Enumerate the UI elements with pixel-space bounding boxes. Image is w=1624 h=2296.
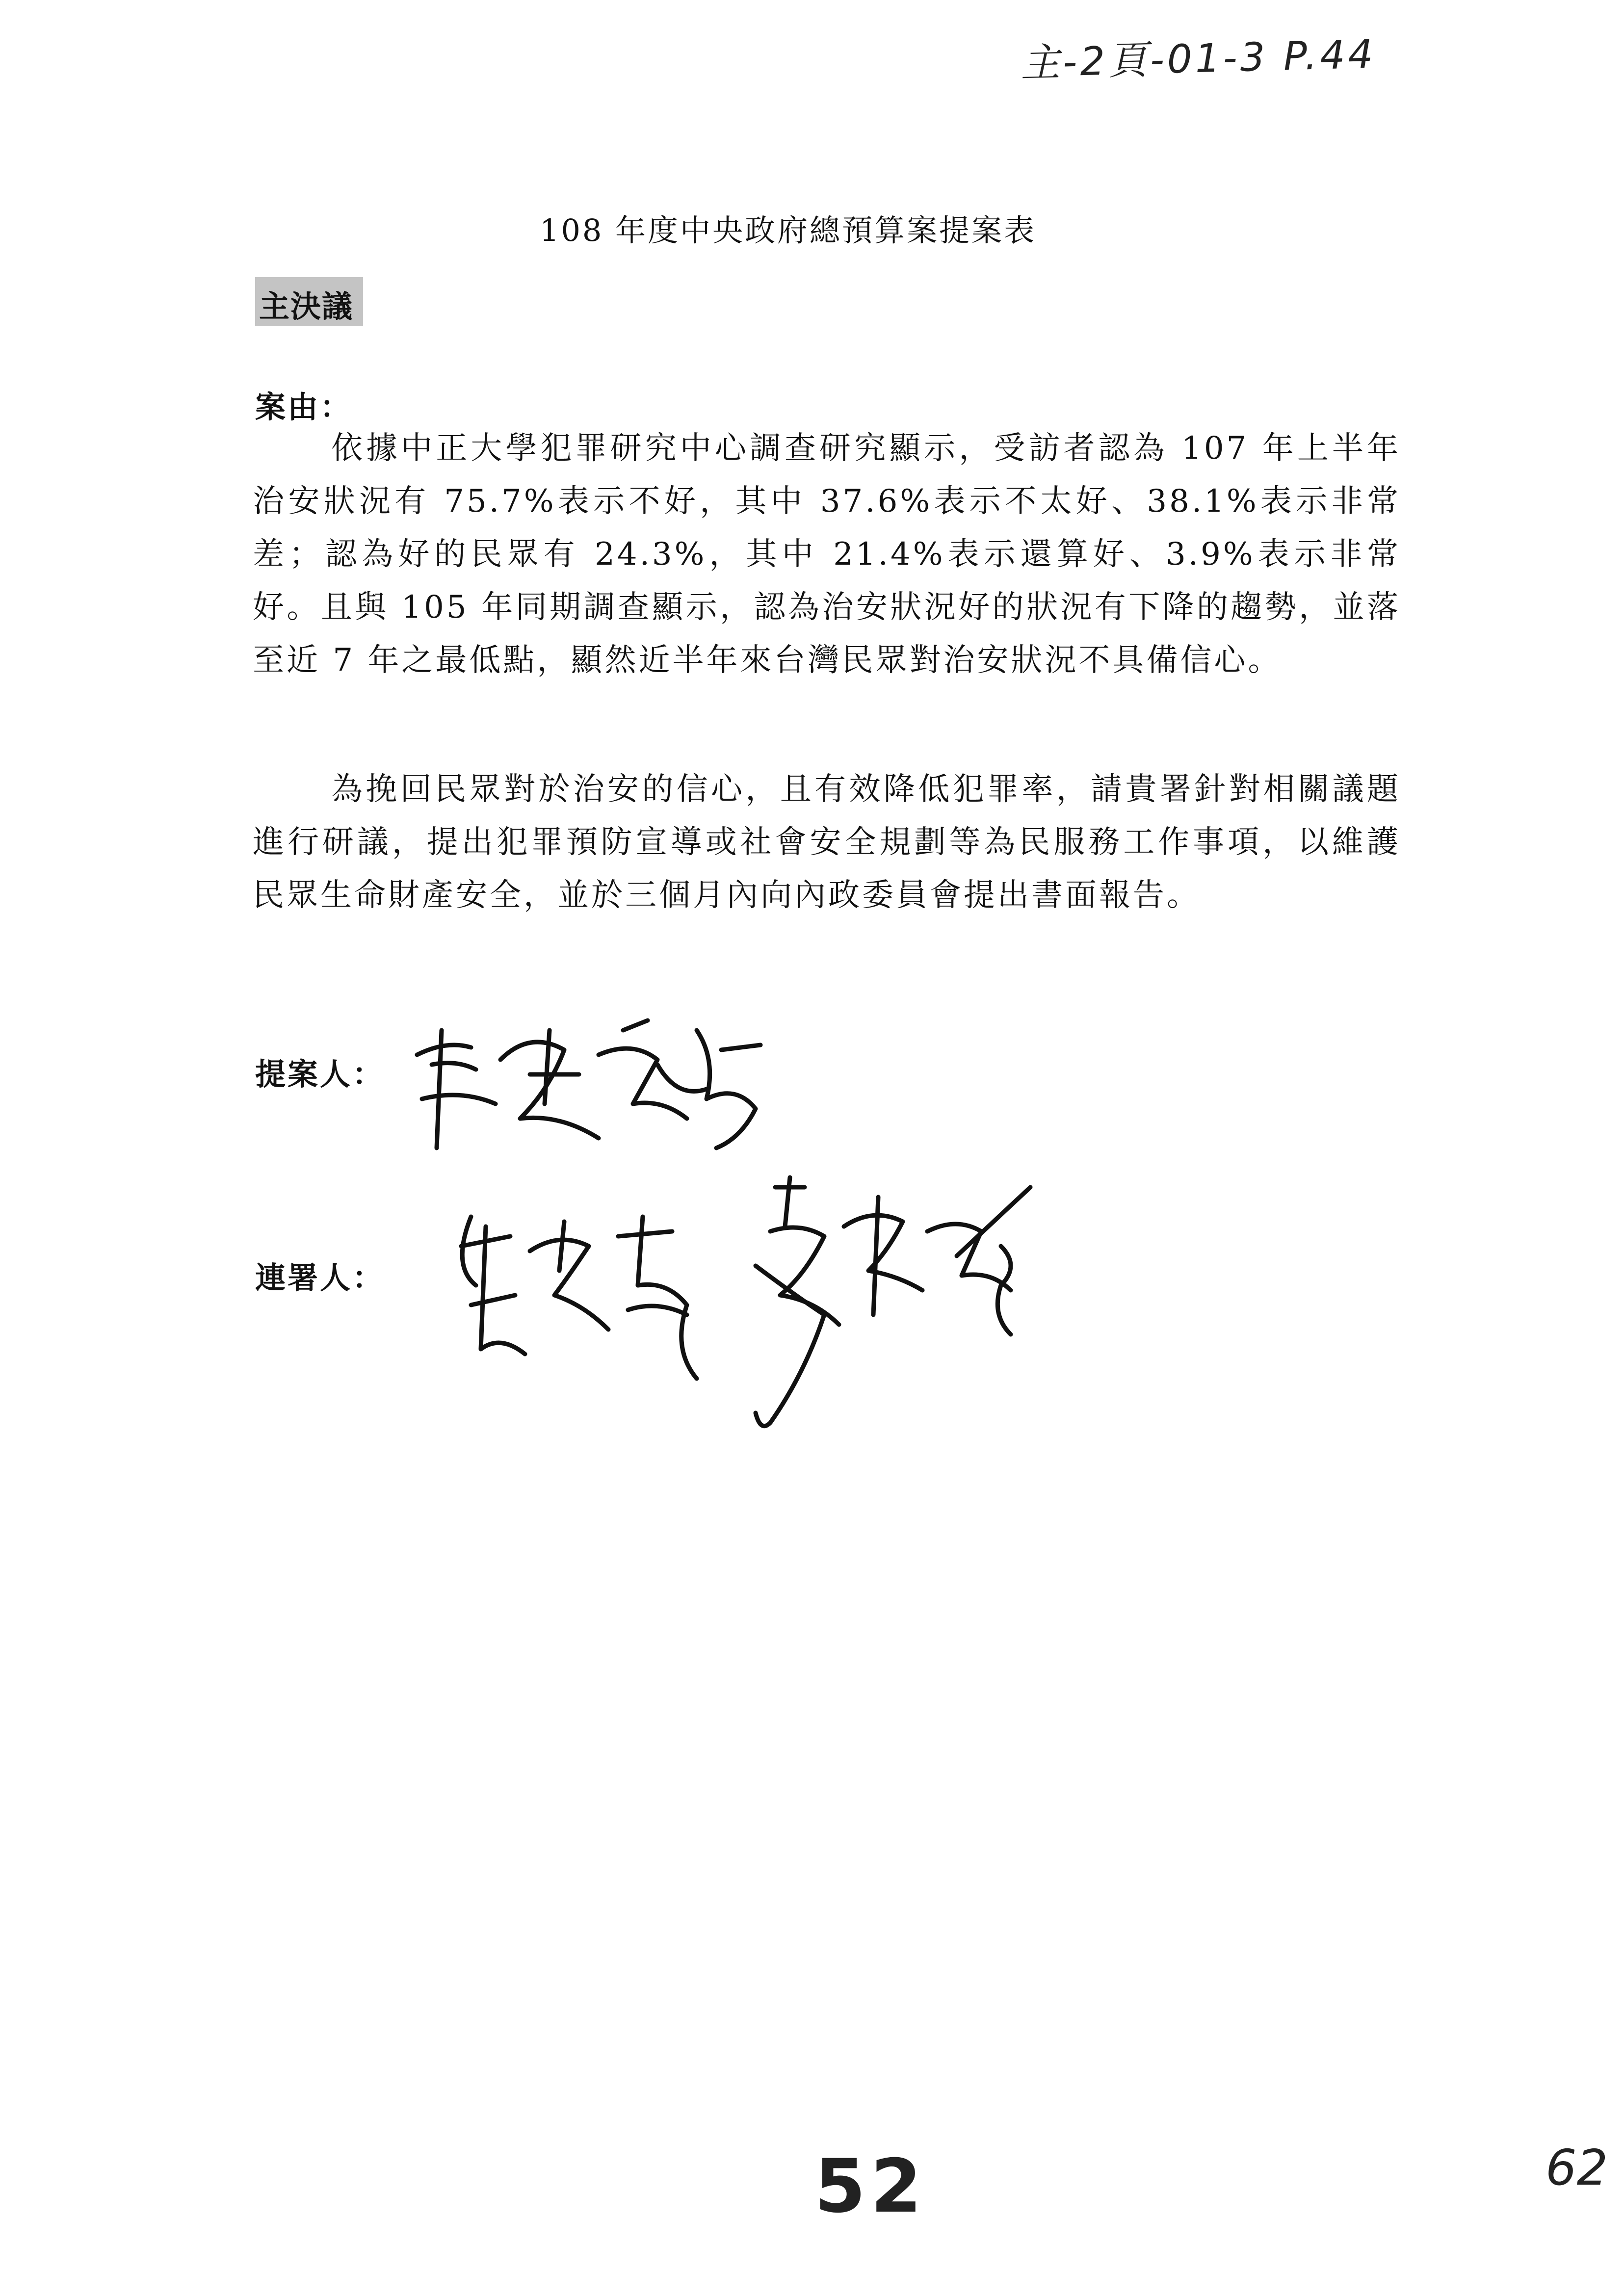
section-tag-label: 主決議: [259, 288, 354, 324]
proposer-label: 提案人：: [255, 1056, 385, 1092]
document-title: 108 年度中央政府總預算案提案表: [540, 212, 1037, 248]
reason-paragraph-1: 依據中正大學犯罪研究中心調查研究顯示，受訪者認為 107 年上半年治安狀況有 75.7%表示不好，其中 37.6%表示不太好、38.1%表示非常差；認為好的民眾有 24.3%，其中 21.4%表示還算好、3.9%表示非常好。且與 105 年同期調查顯示，認為治安狀況好的狀況有下降的趨勢，並落至近 7 年之最低點，顯然近半年來台灣民眾對治安狀況不具備信心。: [253, 430, 1401, 678]
cosigner-signature-1: [442, 1187, 746, 1393]
cosigner-label: 連署人：: [255, 1260, 385, 1296]
handwritten-reference-note: 主-2頁-01-3 P.44: [1020, 31, 1377, 86]
reason-paragraph-2: 為挽回民眾對於治安的信心，且有效降低犯罪率，請貴署針對相關議題進行研議，提出犯罪預防宣導或社會安全規劃等為民服務工作事項，以維護民眾生命財產安全，並於三個月內向內政委員會提出書面報告。: [253, 771, 1401, 913]
proposer-signature: [402, 1001, 775, 1158]
handwritten-corner-number: 62: [1545, 2139, 1608, 2196]
cosigner-signature-2: [726, 1168, 1079, 1442]
section-tag: [255, 277, 363, 326]
reason-label: 案由：: [255, 389, 353, 425]
handwritten-page-number: 52: [814, 2144, 927, 2229]
